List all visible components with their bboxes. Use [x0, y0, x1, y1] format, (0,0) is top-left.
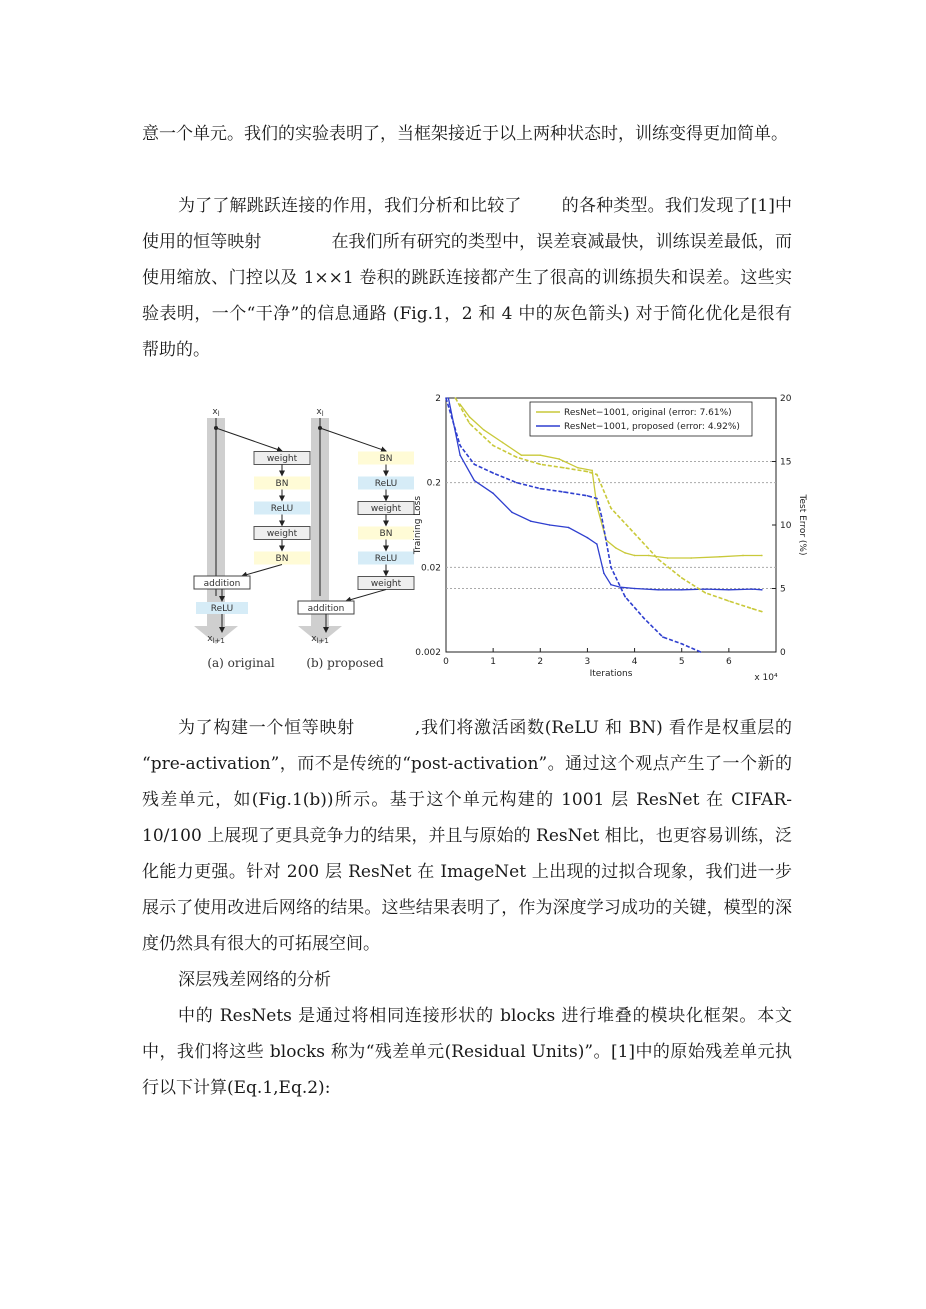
- series-point-2: [728, 600, 730, 602]
- branch-arrow: [320, 428, 386, 451]
- series-point-1: [549, 524, 551, 526]
- y-left-tick-label: 0.02: [420, 563, 441, 574]
- series-point-3: [459, 445, 461, 447]
- series-point-0: [648, 555, 650, 557]
- after-label: ReLU: [210, 604, 234, 614]
- y-left-tick-label: 0.002: [415, 648, 441, 658]
- series-point-2: [634, 533, 636, 535]
- series-point-2: [596, 474, 598, 476]
- series-point-3: [624, 596, 626, 598]
- series-point-1: [603, 572, 605, 574]
- x-tick-label: 4: [631, 657, 638, 667]
- paragraph-3-part-a: 为了构建一个恒等映射: [178, 718, 355, 738]
- addition-label: addition: [307, 604, 345, 614]
- x-tick-label: 2: [537, 657, 544, 667]
- series-point-2: [610, 507, 612, 509]
- diagram-caption: (a) original: [207, 656, 275, 670]
- series-point-3: [681, 643, 683, 645]
- series-point-1: [596, 543, 598, 545]
- figure-1: [180, 388, 807, 688]
- input-label-subscript: l: [217, 410, 220, 418]
- series-point-1: [610, 584, 612, 586]
- block-label: ReLU: [374, 479, 398, 489]
- input-label-base: x: [316, 407, 322, 417]
- series-point-1: [752, 588, 754, 590]
- chart: [413, 394, 807, 683]
- block-label: BN: [275, 479, 289, 489]
- merge-arrow: [346, 590, 386, 602]
- series-point-2: [455, 397, 457, 399]
- x-axis-label: Iterations: [589, 669, 633, 679]
- series-point-0: [483, 429, 485, 431]
- series-point-0: [591, 470, 593, 472]
- series-point-0: [502, 442, 504, 444]
- series-point-0: [539, 454, 541, 456]
- figure-svg: [180, 388, 807, 688]
- series-point-2: [657, 558, 659, 560]
- series-point-0: [742, 555, 744, 557]
- series-point-2: [563, 467, 565, 469]
- paragraph-3: [142, 710, 792, 962]
- input-label-subscript: l: [321, 410, 324, 418]
- input-label: [212, 407, 219, 418]
- series-point-0: [558, 458, 560, 460]
- y-left-axis-label: Training Loss: [413, 495, 423, 555]
- paragraph-2-part-a: 为了了解跳跃连接的作用，我们分析和比较了: [178, 196, 522, 216]
- y-right-tick-label: 5: [780, 584, 786, 595]
- input-label-base: x: [212, 407, 218, 417]
- block-label: BN: [275, 554, 289, 564]
- series-point-1: [459, 454, 461, 456]
- series-point-0: [577, 467, 579, 469]
- output-label-subscript: l+1: [212, 637, 225, 645]
- series-point-2: [681, 577, 683, 579]
- series-point-0: [469, 416, 471, 418]
- y-right-axis-label: Test Error (%): [797, 494, 807, 556]
- block-label: ReLU: [374, 554, 398, 564]
- series-point-1: [681, 589, 683, 591]
- series-point-1: [728, 589, 730, 591]
- series-point-0: [596, 505, 598, 507]
- y-left-tick-label: 0.2: [426, 478, 441, 489]
- series-point-3: [610, 567, 612, 569]
- legend-label: ResNet−1001, proposed (error: 4.92%): [564, 422, 740, 432]
- y-right-tick-label: 0: [780, 648, 786, 658]
- paragraph-2: [142, 188, 792, 368]
- series-point-3: [601, 516, 603, 518]
- x-tick-label: 1: [490, 657, 497, 667]
- block-label: weight: [370, 579, 402, 589]
- series-point-3: [492, 472, 494, 474]
- series-point-3: [445, 397, 447, 399]
- branch-arrow: [216, 428, 282, 451]
- series-point-0: [521, 454, 523, 456]
- series-point-0: [615, 547, 617, 549]
- input-label: [316, 407, 323, 418]
- series-point-1: [634, 588, 636, 590]
- block-label: ReLU: [270, 504, 294, 514]
- x-tick-label: 6: [725, 657, 732, 667]
- series-point-0: [634, 555, 636, 557]
- series-point-1: [448, 397, 450, 399]
- series-point-0: [624, 552, 626, 554]
- series-point-3: [473, 463, 475, 465]
- paragraph-5: 中的 ResNets 是通过将相同连接形状的 blocks 进行堆叠的模块化框架。本文中，我们将这些 blocks 称为“残差单元(Residual Units)”。[1]中的原始残差单元执行以下计算(Eq.1,Eq.2):: [142, 1006, 792, 1098]
- series-point-1: [492, 492, 494, 494]
- legend-label: ResNet−1001, original (error: 7.61%): [564, 408, 732, 418]
- x-tick-label: 5: [678, 657, 685, 667]
- series-point-3: [516, 482, 518, 484]
- paragraph-1: 意一个单元。我们的实验表明了，当框架接近于以上两种状态时，训练变得更加简单。: [142, 124, 788, 144]
- series-point-3: [563, 491, 565, 493]
- x-tick-label: 0: [443, 657, 449, 667]
- block-label: weight: [266, 529, 298, 539]
- x-tick-label: 3: [584, 657, 591, 667]
- output-label-base: x: [207, 634, 213, 644]
- series-point-1: [704, 588, 706, 590]
- series-point-3: [643, 618, 645, 620]
- output-label-base: x: [311, 634, 317, 644]
- series-point-1: [530, 520, 532, 522]
- diagram-caption: (b) proposed: [306, 656, 384, 670]
- series-point-3: [700, 651, 702, 653]
- block-label: BN: [379, 529, 393, 539]
- diagram-original: [194, 407, 310, 670]
- series-point-0: [690, 557, 692, 559]
- series-point-2: [752, 608, 754, 610]
- series-point-1: [568, 527, 570, 529]
- series-point-1: [473, 480, 475, 482]
- x-scale-note: x 10⁴: [754, 673, 778, 683]
- block-label: BN: [379, 454, 393, 464]
- block-label: weight: [266, 454, 298, 464]
- y-left-tick-label: 2: [435, 394, 441, 404]
- paragraph-4-heading: 深层残差网络的分析: [178, 970, 331, 990]
- series-point-1: [657, 589, 659, 591]
- paragraph-3-part-b: ,我们将激活函数(ReLU 和 BN) 看作是权重层的 “pre-activation”，而不是传统的“post-activation”。通过这个观点产生了一个新的残差单元，如(Fig.1(b))所示。基于这个单元构建的 1001 层 ResNet 在 CIFAR-10/100 上展现了更具竞争力的结果，并且与原始的 ResNet 相比，也更容易训练，泛化能力更强。针对 200 层 ResNet 在 ImageNet 上出现的过拟合现象，我们进一步展示了使用改进后网络的结果。这些结果表明了，作为深度学习成功的关键，模型的深度仍然具有很大的可拓展空间。: [142, 718, 792, 954]
- series-point-2: [587, 471, 589, 473]
- series-point-3: [662, 636, 664, 638]
- series-point-2: [469, 423, 471, 425]
- series-point-1: [511, 512, 513, 514]
- block-label: weight: [370, 504, 402, 514]
- paragraph-2-part-c: 在我们所有研究的类型中，误差衰减最快，训练误差最低，而使用缩放、门控以及 1××1 卷积的跳跃连接都产生了很高的训练损失和误差。这些实验表明，一个“干净”的信息通路 (Fig.1，2 和 4 中的灰色箭头) 对于简化优化是很有帮助的。: [142, 232, 793, 360]
- paragraph-2-part-b: 的各种类型。我们发现了[1]中使用的恒等映射: [142, 196, 793, 252]
- series-point-2: [704, 592, 706, 594]
- y-right-tick-label: 15: [780, 457, 792, 468]
- series-point-0: [761, 555, 763, 557]
- output-label-subscript: l+1: [316, 637, 329, 645]
- series-point-1: [587, 537, 589, 539]
- series-point-3: [587, 495, 589, 497]
- series-point-1: [761, 589, 763, 591]
- series-point-0: [719, 556, 721, 558]
- series-point-2: [539, 463, 541, 465]
- y-right-tick-label: 20: [780, 394, 792, 404]
- series-point-2: [761, 611, 763, 613]
- series-point-0: [667, 557, 669, 559]
- y-right-tick-label: 10: [780, 521, 792, 531]
- series-point-3: [596, 498, 598, 500]
- series-point-3: [539, 488, 541, 490]
- series-point-2: [516, 456, 518, 458]
- addition-label: addition: [203, 579, 241, 589]
- merge-arrow: [242, 565, 282, 577]
- series-point-2: [492, 445, 494, 447]
- diagram-proposed: [298, 407, 414, 670]
